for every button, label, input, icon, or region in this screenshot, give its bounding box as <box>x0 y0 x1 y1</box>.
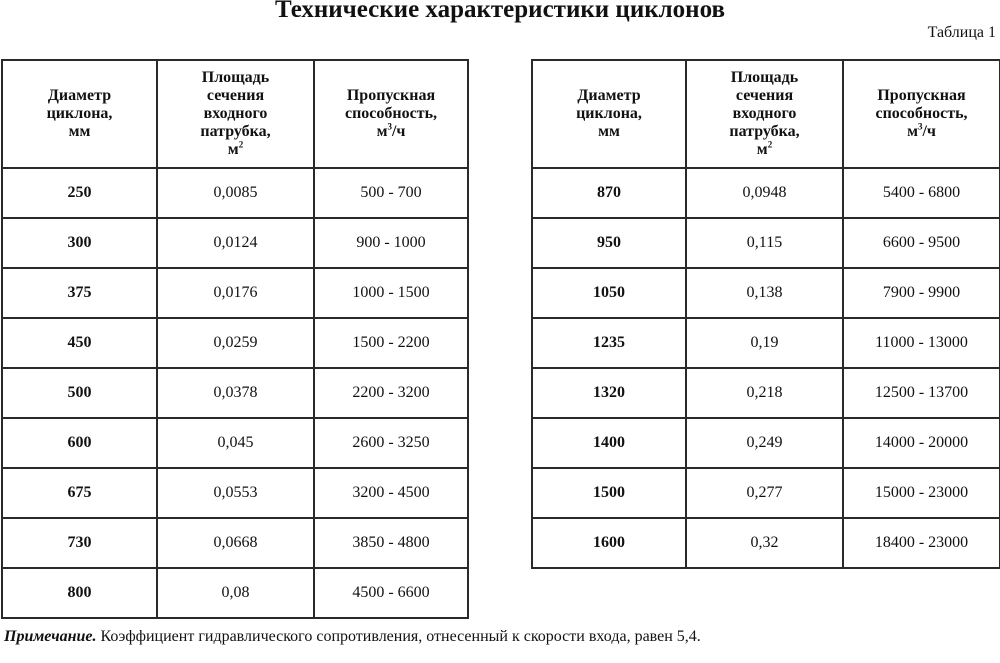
header-capacity-unit: м <box>376 123 388 140</box>
table-row <box>2 218 468 268</box>
header-capacity-unit-rest: /ч <box>391 123 406 140</box>
header-diameter-line: циклона, <box>576 105 642 122</box>
header-capacity <box>843 60 1000 168</box>
page-title: Технические характеристики циклонов <box>275 0 725 23</box>
cell-diameter: 375 <box>2 268 157 318</box>
table-row <box>2 168 468 218</box>
table-row <box>2 468 468 518</box>
header-capacity-line: способность, <box>344 105 438 122</box>
table-left <box>1 59 469 619</box>
table-row <box>532 268 1000 318</box>
header-area-unit-sup: 2 <box>238 139 244 150</box>
header-area <box>686 60 843 168</box>
header-area <box>157 60 314 168</box>
cell-area: 0,277 <box>686 468 843 518</box>
cell-capacity: 2200 - 3200 <box>314 368 468 418</box>
cell-area: 0,0176 <box>157 268 314 318</box>
table-row <box>532 368 1000 418</box>
cell-capacity: 3850 - 4800 <box>314 518 468 568</box>
cell-diameter: 800 <box>2 568 157 618</box>
table-row <box>532 168 1000 218</box>
cell-capacity: 18400 - 23000 <box>843 518 1000 568</box>
cell-area: 0,045 <box>157 418 314 468</box>
cell-capacity: 3200 - 4500 <box>314 468 468 518</box>
table-number: Таблица 1 <box>927 24 996 41</box>
cell-capacity: 15000 - 23000 <box>843 468 1000 518</box>
header-area-line: патрубка, <box>729 123 800 140</box>
cell-diameter: 1500 <box>532 468 686 518</box>
cell-diameter: 300 <box>2 218 157 268</box>
table-row <box>2 518 468 568</box>
table-row <box>2 418 468 468</box>
cell-capacity: 5400 - 6800 <box>843 168 1000 218</box>
footnote-label: Примечание. <box>4 628 97 645</box>
header-area-line: сечения <box>206 87 265 104</box>
footnote <box>4 628 701 646</box>
header-capacity-line: способность, <box>875 105 968 122</box>
cell-capacity: 2600 - 3250 <box>314 418 468 468</box>
header-area-unit: м <box>227 141 239 158</box>
header-area-line: Площадь <box>730 69 799 86</box>
cell-capacity: 1500 - 2200 <box>314 318 468 368</box>
header-capacity-unit-sup: 3 <box>387 121 392 132</box>
header-capacity-unit-sup: 3 <box>917 121 923 132</box>
cell-diameter: 600 <box>2 418 157 468</box>
cell-area: 0,218 <box>686 368 843 418</box>
header-diameter <box>2 60 157 168</box>
header-area-line: входного <box>732 105 797 122</box>
cell-diameter: 450 <box>2 318 157 368</box>
table-right-body <box>532 168 1000 568</box>
cell-diameter: 1600 <box>532 518 686 568</box>
cell-area: 0,0085 <box>157 168 314 218</box>
cell-area: 0,32 <box>686 518 843 568</box>
cell-diameter: 870 <box>532 168 686 218</box>
header-capacity-line: Пропускная <box>346 87 436 104</box>
cell-area: 0,0378 <box>157 368 314 418</box>
cell-capacity: 6600 - 9500 <box>843 218 1000 268</box>
header-diameter-line: циклона, <box>46 105 113 122</box>
table-left-body <box>2 168 468 618</box>
cell-diameter: 950 <box>532 218 686 268</box>
table-header-row <box>2 60 468 168</box>
cell-diameter: 730 <box>2 518 157 568</box>
cell-area: 0,0259 <box>157 318 314 368</box>
cell-capacity: 900 - 1000 <box>314 218 468 268</box>
header-capacity-unit-rest: /ч <box>922 123 936 140</box>
cell-area: 0,138 <box>686 268 843 318</box>
table-row <box>2 368 468 418</box>
header-capacity-line: Пропускная <box>877 87 966 104</box>
cell-capacity: 7900 - 9900 <box>843 268 1000 318</box>
cell-area: 0,0124 <box>157 218 314 268</box>
header-area-unit: м <box>756 141 768 158</box>
cell-area: 0,08 <box>157 568 314 618</box>
cell-area: 0,19 <box>686 318 843 368</box>
cell-diameter: 1235 <box>532 318 686 368</box>
cell-area: 0,249 <box>686 418 843 468</box>
header-area-line: Площадь <box>201 69 270 86</box>
cell-diameter: 1320 <box>532 368 686 418</box>
cell-capacity: 12500 - 13700 <box>843 368 1000 418</box>
table-row <box>532 218 1000 268</box>
cell-area: 0,0948 <box>686 168 843 218</box>
table-row <box>2 268 468 318</box>
cell-capacity: 14000 - 20000 <box>843 418 1000 468</box>
cell-diameter: 1050 <box>532 268 686 318</box>
header-diameter-line: Диаметр <box>577 87 641 104</box>
header-diameter <box>532 60 686 168</box>
cell-area: 0,115 <box>686 218 843 268</box>
cell-capacity: 11000 - 13000 <box>843 318 1000 368</box>
cell-capacity: 4500 - 6600 <box>314 568 468 618</box>
header-diameter-line: Диаметр <box>47 87 112 104</box>
table-header-row <box>532 60 1000 168</box>
table-right <box>531 59 1000 569</box>
table-row <box>532 318 1000 368</box>
cell-diameter: 250 <box>2 168 157 218</box>
table-row <box>2 318 468 368</box>
header-area-line: входного <box>203 105 268 122</box>
header-area-unit-sup: 2 <box>767 139 773 150</box>
cell-capacity: 1000 - 1500 <box>314 268 468 318</box>
table-row <box>532 468 1000 518</box>
cell-diameter: 675 <box>2 468 157 518</box>
cell-capacity: 500 - 700 <box>314 168 468 218</box>
cell-diameter: 1400 <box>532 418 686 468</box>
header-area-line: патрубка, <box>200 123 271 140</box>
footnote-text: Коэффициент гидравлического сопротивления, отнесенный к скорости входа, равен 5,4. <box>96 628 701 645</box>
table-row <box>2 568 468 618</box>
header-area-line: сечения <box>735 87 794 104</box>
header-diameter-unit: мм <box>68 123 91 140</box>
header-capacity-unit: м <box>907 123 918 140</box>
cell-area: 0,0668 <box>157 518 314 568</box>
cell-area: 0,0553 <box>157 468 314 518</box>
cell-diameter: 500 <box>2 368 157 418</box>
table-row <box>532 418 1000 468</box>
header-capacity <box>314 60 468 168</box>
header-diameter-unit: мм <box>598 123 620 140</box>
table-row <box>532 518 1000 568</box>
